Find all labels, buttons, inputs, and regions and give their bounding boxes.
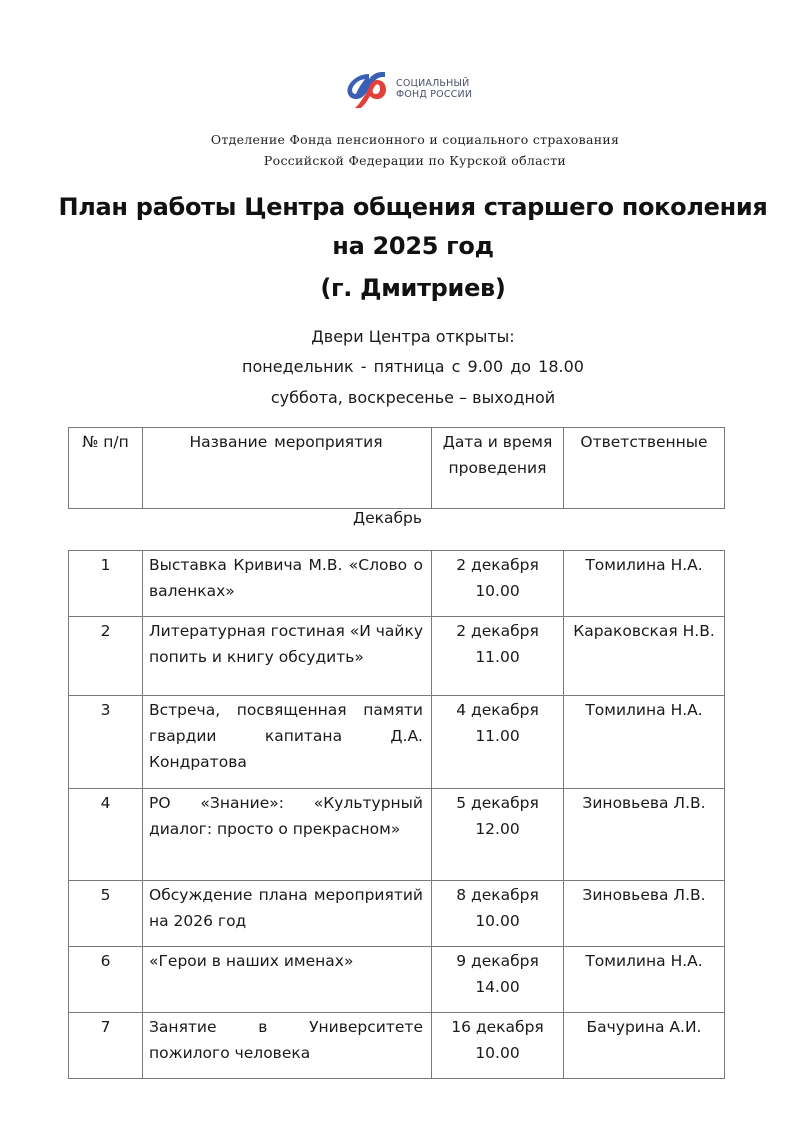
row-event: Литературная гостиная «И чайку попить и книгу обсудить»: [143, 617, 432, 696]
row-date: 9 декабря: [456, 952, 539, 970]
row-event: РО «Знание»: «Культурный диалог: просто о прекрасном»: [143, 789, 432, 881]
row-event: Занятие в Университете пожилого человека: [143, 1013, 432, 1079]
table-row: [69, 696, 725, 789]
row-date-time: [432, 881, 564, 947]
header-number: № п/п: [69, 428, 143, 509]
row-time: 11.00: [475, 648, 520, 666]
row-time: 11.00: [475, 727, 520, 745]
row-date-time: [432, 696, 564, 789]
row-number: 5: [69, 881, 143, 947]
row-number: 7: [69, 1013, 143, 1079]
page-title-line-2: на 2025 год: [332, 232, 494, 260]
row-date: 8 декабря: [456, 886, 539, 904]
row-responsible: Томилина Н.А.: [564, 947, 725, 1013]
table-row: [69, 617, 725, 696]
row-number: 4: [69, 789, 143, 881]
row-date-time: [432, 551, 564, 617]
row-event: Обсуждение плана мероприятий на 2026 год: [143, 881, 432, 947]
row-number: 3: [69, 696, 143, 789]
row-responsible: Бачурина А.И.: [564, 1013, 725, 1079]
row-number: 2: [69, 617, 143, 696]
row-responsible: Зиновьева Л.В.: [564, 881, 725, 947]
month-label: Декабрь: [352, 509, 423, 527]
row-responsible: Зиновьева Л.В.: [564, 789, 725, 881]
table-header-row: [69, 428, 725, 509]
row-time: 10.00: [475, 1044, 520, 1062]
hours-heading: Двери Центра открыты:: [311, 327, 515, 346]
row-number: 1: [69, 551, 143, 617]
logo-line-2: ФОНД РОССИИ: [396, 89, 473, 100]
row-date-time: [432, 789, 564, 881]
row-date: 16 декабря: [451, 1018, 544, 1036]
row-date: 2 декабря: [456, 622, 539, 640]
hours-weekdays: понедельник - пятница с 9.00 до 18.00: [242, 357, 584, 376]
row-event: Выставка Кривича М.В. «Слово о валенках»: [143, 551, 432, 617]
hours-weekend: суббота, воскресенье – выходной: [270, 388, 556, 407]
organization-line-2: Российской Федерации по Курской области: [263, 153, 567, 168]
row-date-time: [432, 1013, 564, 1079]
table-row: [69, 947, 725, 1013]
header-event-name: Название мероприятия: [143, 428, 432, 509]
organization-line-1: Отделение Фонда пенсионного и социального страхования: [210, 132, 620, 147]
row-time: 12.00: [475, 820, 520, 838]
row-time: 10.00: [475, 582, 520, 600]
schedule-header-table: [68, 427, 725, 509]
table-row: [69, 1013, 725, 1079]
header-responsible: Ответственные: [564, 428, 725, 509]
row-event: «Герои в наших именах»: [143, 947, 432, 1013]
page-title-line-3: (г. Дмитриев): [320, 274, 506, 302]
table-row: [69, 789, 725, 881]
table-row: [69, 551, 725, 617]
row-time: 14.00: [475, 978, 520, 996]
row-responsible: Томилина Н.А.: [564, 696, 725, 789]
row-date: 2 декабря: [456, 556, 539, 574]
row-time: 10.00: [475, 912, 520, 930]
row-responsible: Караковская Н.В.: [564, 617, 725, 696]
row-responsible: Томилина Н.А.: [564, 551, 725, 617]
sfr-logo: [343, 68, 483, 112]
logo-line-1: СОЦИАЛЬНЫЙ: [396, 78, 470, 89]
page-title-line-1: План работы Центра общения старшего поколения: [58, 193, 768, 221]
row-number: 6: [69, 947, 143, 1013]
logo-text: [396, 78, 472, 100]
row-event: Встреча, посвященная памяти гвардии капитана Д.А. Кондратова: [143, 696, 432, 789]
header-date-time: Дата и время проведения: [432, 428, 564, 509]
table-row: [69, 881, 725, 947]
row-date: 5 декабря: [456, 794, 539, 812]
schedule-table: [68, 550, 725, 1079]
sfr-logo-icon: [343, 68, 391, 112]
row-date-time: [432, 947, 564, 1013]
row-date-time: [432, 617, 564, 696]
row-date: 4 декабря: [456, 701, 539, 719]
